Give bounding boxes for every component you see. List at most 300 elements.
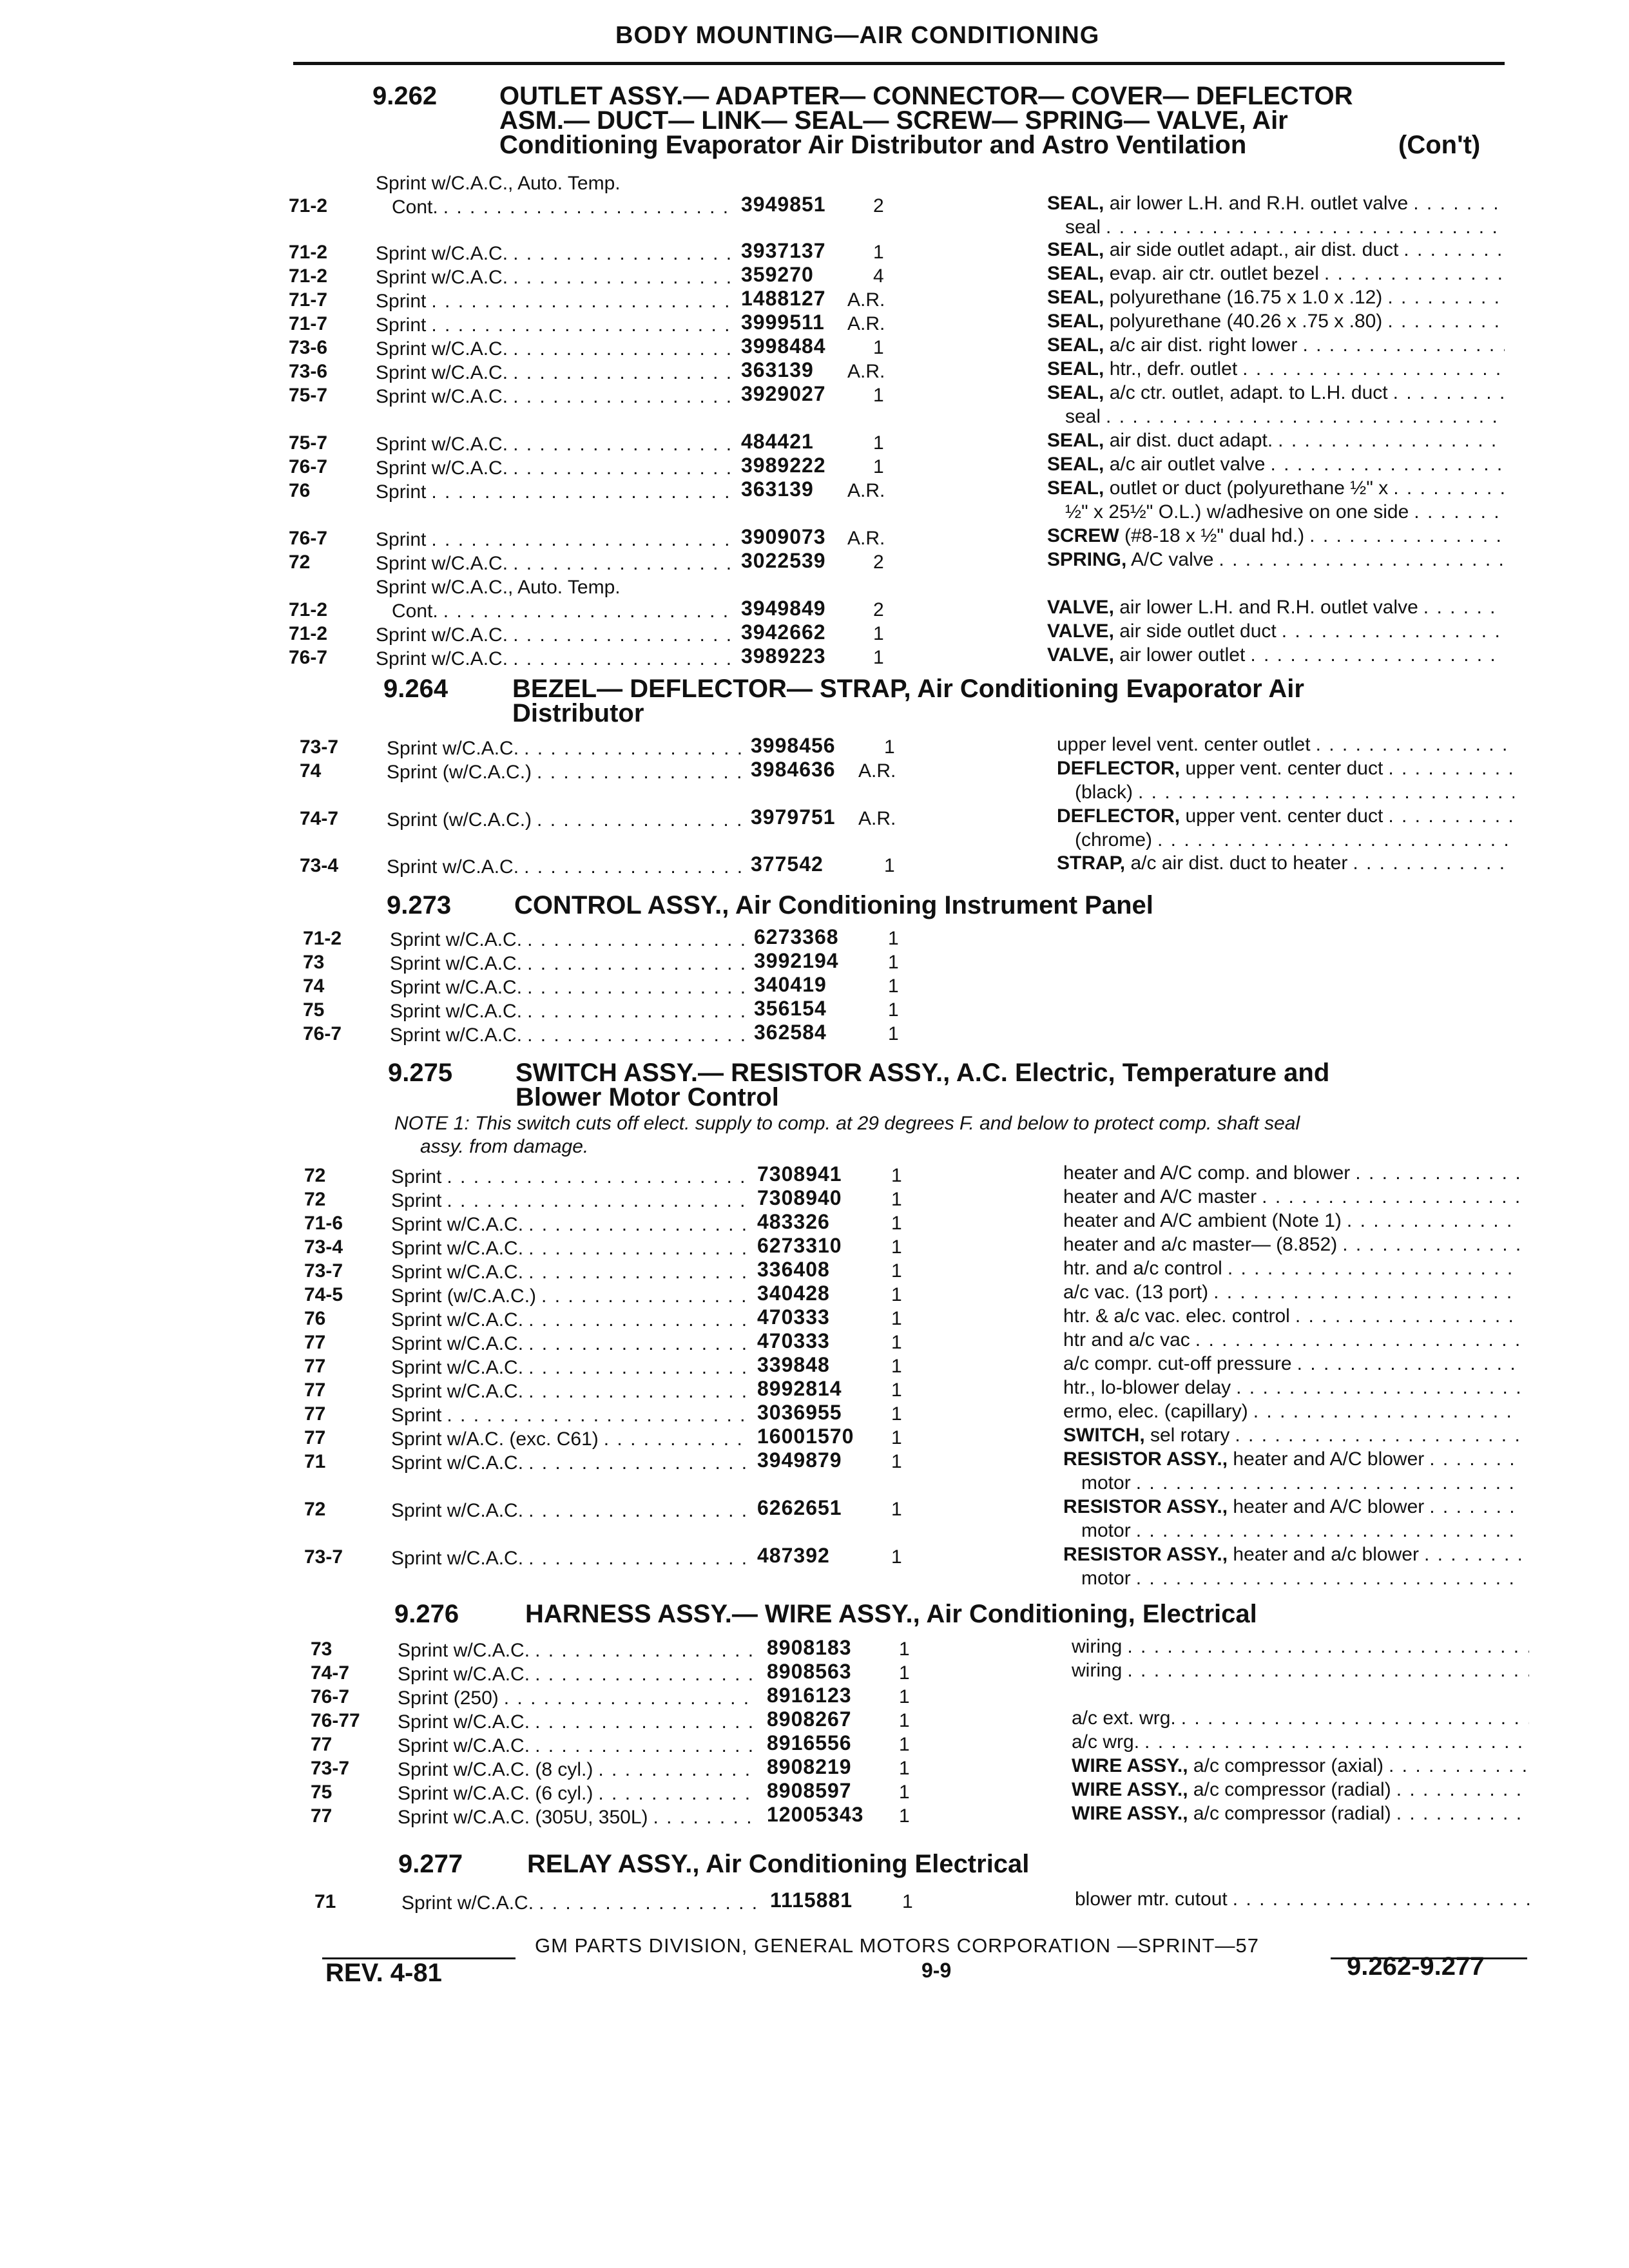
part-name-bold: SEAL,	[1047, 454, 1104, 475]
leader-dots	[1355, 1161, 1521, 1185]
model-year: 76-77	[311, 1710, 360, 1731]
part-name-text	[1063, 1542, 1419, 1566]
vehicle-description-line	[376, 432, 731, 456]
part-name	[1063, 1423, 1521, 1447]
model-year: 74-5	[304, 1284, 343, 1305]
vehicle-description-line	[376, 528, 731, 552]
part-number: 3949849	[741, 597, 826, 620]
vehicle-description-line	[391, 1165, 747, 1189]
leader-dots	[1347, 1209, 1521, 1233]
part-name	[1047, 619, 1505, 643]
leader-dots	[1262, 1185, 1521, 1209]
model-year: 75-7	[289, 432, 328, 454]
part-name-bold: WIRE ASSY.,	[1072, 1803, 1188, 1824]
vehicle-description-text: Sprint w/C.A.C.	[391, 1262, 524, 1283]
leader-dots	[1127, 1635, 1529, 1658]
part-number: 3989223	[741, 644, 826, 668]
quantity: 1	[891, 1308, 902, 1329]
part-name	[1047, 381, 1505, 428]
part-name	[1063, 1399, 1521, 1423]
part-name-line	[1072, 1730, 1529, 1754]
vehicle-description-line	[376, 385, 731, 408]
leader-dots	[653, 1805, 758, 1829]
vehicle-description	[391, 1236, 747, 1260]
vehicle-description	[387, 736, 741, 760]
part-name	[1072, 1706, 1529, 1730]
part-name-bold: SEAL,	[1047, 358, 1104, 380]
part-name-text	[1047, 524, 1304, 548]
part-name-rest: motor	[1081, 1472, 1131, 1494]
quantity: 1	[891, 1284, 902, 1305]
vehicle-description	[376, 385, 731, 408]
part-name-line	[1057, 851, 1514, 875]
vehicle-description-line	[398, 1710, 757, 1734]
vehicle-description-line	[398, 1805, 757, 1829]
vehicle-description	[391, 1189, 747, 1213]
part-number: 3989222	[741, 454, 826, 477]
part-number: 7308941	[757, 1162, 842, 1186]
part-name-line	[1063, 1185, 1521, 1209]
part-name-bold: RESISTOR ASSY.,	[1063, 1544, 1228, 1565]
part-name-rest: air side outlet duct	[1113, 620, 1277, 642]
vehicle-description-line	[376, 289, 731, 313]
part-name-rest: a/c wrg.	[1072, 1731, 1140, 1753]
leader-dots	[1297, 1352, 1521, 1376]
table-row	[0, 1805, 1629, 1853]
part-name-text	[1063, 1233, 1337, 1256]
part-number: 12005343	[767, 1803, 864, 1826]
vehicle-description-line	[376, 456, 731, 480]
leader-dots	[535, 1734, 757, 1758]
vehicle-description-text: Sprint w/C.A.C.	[376, 434, 508, 455]
part-name-rest: heater and A/C comp. and blower	[1063, 1162, 1351, 1184]
part-name-line	[1072, 1754, 1529, 1778]
section-title-line: ASM.— DUCT— LINK— SEAL— SCREW— SPRING— VALVE, Air	[499, 106, 1288, 135]
part-name-bold: SEAL,	[1047, 430, 1104, 451]
leader-dots	[528, 1546, 747, 1570]
part-name-bold: SEAL,	[1047, 287, 1104, 308]
quantity: A.R.	[847, 361, 885, 382]
part-name	[1063, 1280, 1521, 1304]
part-name-text	[1047, 262, 1319, 285]
part-name-rest: heater and A/C blower	[1228, 1496, 1425, 1517]
leader-dots	[1136, 1519, 1521, 1542]
section-title	[525, 1602, 1257, 1626]
vehicle-description-line	[376, 599, 731, 623]
model-year: 74	[303, 975, 325, 997]
leader-dots	[1309, 524, 1505, 548]
part-name-bold: STRAP,	[1057, 852, 1126, 874]
leader-dots	[1389, 1754, 1529, 1778]
leader-dots	[528, 1451, 747, 1475]
part-name-rest: htr., defr. outlet	[1104, 358, 1238, 380]
vehicle-description	[376, 623, 731, 647]
leader-dots	[1423, 595, 1505, 619]
leader-dots	[1387, 285, 1505, 309]
leader-dots	[604, 1427, 747, 1451]
vehicle-description	[390, 928, 744, 952]
vehicle-description-line	[391, 1213, 747, 1236]
part-name-rest: htr. & a/c vac. elec. control	[1063, 1305, 1290, 1327]
part-name-text	[1047, 595, 1418, 619]
vehicle-description-text: Sprint w/C.A.C.	[390, 1001, 523, 1022]
part-name-text	[1063, 1423, 1229, 1447]
vehicle-description-line	[391, 1451, 747, 1475]
vehicle-description-text: Sprint w/C.A.C. (305U, 350L)	[398, 1807, 648, 1828]
model-year: 76	[304, 1308, 326, 1329]
part-name-rest: air lower L.H. and R.H. outlet valve	[1104, 193, 1409, 214]
vehicle-description-line	[376, 647, 731, 671]
section-continued: (Con't)	[1398, 131, 1481, 159]
table-row	[0, 1448, 1629, 1499]
part-name-line	[1057, 804, 1514, 828]
section-title	[516, 1061, 1329, 1110]
quantity: A.R.	[847, 289, 885, 311]
vehicle-description	[390, 1023, 744, 1047]
section-title-line: RELAY ASSY., Air Conditioning Electrical	[527, 1850, 1030, 1878]
part-name-text	[1047, 381, 1388, 405]
vehicle-description-text: Sprint w/C.A.C.	[391, 1548, 524, 1569]
part-name	[1063, 1328, 1521, 1352]
quantity: 1	[873, 647, 884, 668]
vehicle-description-text: Sprint w/C.A.C.	[390, 929, 523, 950]
part-name	[1075, 1887, 1532, 1911]
part-name-bold: VALVE,	[1047, 620, 1114, 642]
part-number: 363139	[741, 477, 814, 501]
part-name-rest: polyurethane (40.26 x .75 x .80)	[1104, 311, 1383, 332]
part-name-line	[1047, 428, 1505, 452]
part-name-line	[1047, 309, 1505, 333]
model-year: 76-7	[311, 1686, 350, 1707]
part-name-line	[1047, 619, 1505, 643]
quantity: A.R.	[847, 313, 885, 334]
quantity: A.R.	[847, 528, 885, 549]
part-name-rest: motor	[1081, 1568, 1131, 1589]
leader-dots	[535, 1639, 757, 1662]
vehicle-description	[398, 1639, 757, 1662]
part-number: 3949879	[757, 1448, 842, 1472]
leader-dots	[1388, 756, 1514, 780]
leader-dots	[447, 1189, 747, 1213]
vehicle-description-line	[390, 975, 744, 999]
part-name	[1047, 595, 1505, 619]
model-year: 75-7	[289, 385, 328, 406]
footer-rev: REV. 4-81	[325, 1959, 442, 1987]
part-name-line	[1063, 1328, 1521, 1352]
part-number: 470333	[757, 1329, 830, 1352]
quantity: 1	[873, 623, 884, 644]
vehicle-description	[387, 855, 741, 879]
vehicle-description-text: Sprint	[391, 1405, 442, 1426]
vehicle-description-line	[391, 1403, 747, 1427]
vehicle-description	[376, 647, 731, 671]
part-name	[1063, 1304, 1521, 1328]
leader-dots	[431, 528, 731, 552]
part-name-line	[1063, 1471, 1521, 1495]
vehicle-description-text: Sprint w/C.A.C.	[376, 624, 508, 646]
vehicle-description	[391, 1403, 747, 1427]
part-name-rest: blower mtr. cutout	[1075, 1888, 1228, 1910]
part-number: 1488127	[741, 287, 826, 310]
part-number: 3929027	[741, 382, 826, 405]
part-number: 8908563	[767, 1660, 852, 1683]
part-name	[1047, 262, 1505, 285]
leader-dots	[513, 647, 731, 671]
leader-dots	[447, 1165, 747, 1189]
part-number: 3909073	[741, 525, 826, 548]
vehicle-description	[376, 265, 731, 289]
leader-dots	[1270, 452, 1505, 476]
part-name-rest: a/c compressor (radial)	[1188, 1779, 1391, 1800]
vehicle-description	[391, 1260, 747, 1284]
vehicle-description-line	[376, 171, 731, 195]
part-name-line	[1047, 524, 1505, 548]
vehicle-description	[376, 313, 731, 337]
part-name	[1063, 1495, 1521, 1542]
model-year: 77	[304, 1356, 326, 1377]
vehicle-description-line	[376, 313, 731, 337]
vehicle-description-line	[390, 952, 744, 975]
part-number: 6273368	[754, 925, 839, 948]
part-name	[1057, 851, 1514, 875]
model-year: 76-7	[289, 528, 328, 549]
vehicle-description-line	[401, 1891, 760, 1915]
leader-dots	[598, 1758, 757, 1782]
part-name-text	[1072, 1706, 1176, 1730]
part-number: 8916556	[767, 1731, 852, 1754]
vehicle-description-text: Sprint w/C.A.C.	[391, 1238, 524, 1259]
part-name-line	[1063, 1542, 1521, 1566]
part-name	[1047, 333, 1505, 357]
vehicle-description-line	[391, 1189, 747, 1213]
vehicle-description-line	[387, 760, 741, 784]
vehicle-description-text: Sprint w/C.A.C.	[376, 338, 508, 360]
part-name-rest: heater and A/C master	[1063, 1186, 1257, 1207]
model-year: 71-2	[289, 242, 328, 263]
section-number: 9.275	[388, 1059, 453, 1087]
part-name-line	[1047, 333, 1505, 357]
model-year: 77	[304, 1427, 326, 1448]
leader-dots	[1250, 643, 1505, 667]
vehicle-description	[398, 1758, 757, 1782]
leader-dots	[1429, 1447, 1521, 1471]
part-name-text	[1047, 357, 1237, 381]
note-line: NOTE 1: This switch cuts off elect. supply to comp. at 29 degrees F. and below to protect comp. shaft seal	[394, 1113, 1300, 1134]
quantity: 1	[884, 855, 895, 876]
vehicle-description-line	[391, 1427, 747, 1451]
part-name-text	[1072, 1778, 1391, 1802]
quantity: 1	[888, 975, 899, 997]
quantity: A.R.	[858, 760, 896, 782]
part-name-rest: upper vent. center duct	[1180, 805, 1383, 827]
model-year: 74-7	[311, 1662, 350, 1684]
part-name-text	[1047, 476, 1388, 500]
vehicle-description	[376, 337, 731, 361]
leader-dots	[1413, 191, 1505, 215]
part-name-rest: a/c air outlet valve	[1104, 454, 1266, 475]
quantity: 2	[873, 599, 884, 620]
quantity: 1	[888, 999, 899, 1021]
leader-dots	[1253, 1399, 1521, 1423]
quantity: 1	[891, 1356, 902, 1377]
part-name-text	[1057, 851, 1347, 875]
part-name-line	[1047, 191, 1505, 215]
leader-dots	[1342, 1233, 1521, 1256]
part-number: 362584	[754, 1021, 827, 1044]
part-name-bold: DEFLECTOR,	[1057, 805, 1181, 827]
model-year: 73-4	[300, 855, 339, 876]
model-year: 77	[304, 1332, 326, 1353]
model-year: 74	[300, 760, 322, 782]
part-name-text	[1075, 1887, 1228, 1911]
quantity: 1	[891, 1165, 902, 1186]
quantity: 1	[873, 337, 884, 358]
quantity: 4	[873, 265, 884, 287]
model-year: 71-2	[289, 195, 328, 216]
model-year: 72	[289, 552, 311, 573]
vehicle-description-text: Sprint w/C.A.C.	[387, 856, 519, 878]
leader-dots	[1429, 1495, 1521, 1519]
part-name-text	[1065, 215, 1101, 239]
part-name-line	[1063, 1495, 1521, 1519]
part-number: 340419	[754, 973, 827, 996]
leader-dots	[528, 1379, 747, 1403]
part-name-bold: SEAL,	[1047, 334, 1104, 356]
part-number: 3949851	[741, 193, 826, 216]
model-year: 73-6	[289, 337, 328, 358]
vehicle-description-text: Sprint w/C.A.C.	[391, 1333, 524, 1354]
part-number: 8908219	[767, 1755, 852, 1778]
model-year: 76-7	[289, 647, 328, 668]
vehicle-description-line	[398, 1639, 757, 1662]
part-name	[1063, 1376, 1521, 1399]
part-number: 6273310	[757, 1234, 842, 1257]
vehicle-description-line	[376, 552, 731, 575]
leader-dots	[1414, 500, 1505, 524]
model-year: 73-7	[304, 1546, 343, 1568]
model-year: 73	[311, 1639, 333, 1660]
leader-dots	[537, 760, 741, 784]
part-name-line	[1057, 828, 1514, 852]
model-year: 71-2	[303, 928, 342, 949]
footer-corp: GM PARTS DIVISION, GENERAL MOTORS CORPORATION —SPRINT—57	[535, 1934, 1259, 1957]
part-name-text	[1047, 309, 1382, 333]
table-row	[0, 382, 1629, 432]
vehicle-description-line	[391, 1332, 747, 1356]
vehicle-description-line	[390, 1023, 744, 1047]
part-name	[1063, 1233, 1521, 1256]
leader-dots	[513, 552, 731, 575]
vehicle-description-line	[376, 242, 731, 265]
vehicle-description-text: Sprint w/C.A.C.	[391, 1381, 524, 1402]
part-name-rest: heater and a/c master— (8.852)	[1063, 1234, 1338, 1255]
leader-dots	[528, 1236, 747, 1260]
part-name-rest: ½" x 25½" O.L.) w/adhesive on one side	[1065, 501, 1409, 523]
part-name-text	[1047, 428, 1273, 452]
part-name-line	[1063, 1233, 1521, 1256]
part-name-text	[1047, 238, 1398, 262]
model-year: 73-7	[311, 1758, 350, 1779]
part-name-rest: evap. air ctr. outlet bezel	[1104, 263, 1319, 284]
part-name-line	[1047, 405, 1505, 428]
leader-dots	[539, 1891, 760, 1915]
footer-page-number: 9-9	[921, 1959, 952, 1982]
model-year: 73-6	[289, 361, 328, 382]
part-name-rest: wiring	[1072, 1636, 1123, 1657]
leader-dots	[527, 928, 744, 952]
quantity: 1	[891, 1379, 902, 1401]
part-name-line	[1047, 285, 1505, 309]
vehicle-description-line	[376, 623, 731, 647]
leader-dots	[431, 289, 731, 313]
part-number: 8992814	[757, 1377, 842, 1400]
model-year: 71-2	[289, 265, 328, 287]
part-name-line	[1057, 780, 1514, 804]
part-name-rest: heater and A/C ambient (Note 1)	[1063, 1210, 1342, 1231]
part-name-text	[1063, 1185, 1257, 1209]
part-name-rest: wiring	[1072, 1660, 1123, 1681]
leader-dots	[1353, 851, 1514, 875]
part-name-line	[1063, 1209, 1521, 1233]
part-name-line	[1047, 262, 1505, 285]
quantity: 1	[873, 456, 884, 477]
part-name-text	[1072, 1658, 1122, 1682]
leader-dots	[524, 736, 741, 760]
vehicle-description	[391, 1451, 747, 1475]
model-year: 71-2	[289, 599, 328, 620]
part-name-rest: A/C valve	[1126, 549, 1214, 570]
part-name	[1047, 476, 1505, 524]
part-name-line	[1063, 1519, 1521, 1542]
vehicle-description-line	[376, 337, 731, 361]
part-number: 16001570	[757, 1425, 854, 1448]
vehicle-description-text: Sprint	[391, 1190, 442, 1211]
part-name-line	[1047, 381, 1505, 405]
vehicle-description-text: Sprint w/C.A.C.	[390, 977, 523, 998]
model-year: 76-7	[289, 456, 328, 477]
part-name-rest: a/c compressor (axial)	[1188, 1755, 1384, 1776]
table-row	[0, 171, 1629, 238]
vehicle-description-line	[387, 736, 741, 760]
part-number: 3999511	[741, 311, 825, 334]
vehicle-description-text: Sprint w/C.A.C.	[398, 1735, 530, 1756]
leader-dots	[537, 808, 741, 832]
part-name-line	[1063, 1280, 1521, 1304]
table-row	[0, 805, 1629, 856]
section-title	[499, 84, 1353, 157]
vehicle-description	[391, 1332, 747, 1356]
vehicle-description	[391, 1308, 747, 1332]
quantity: 1	[873, 385, 884, 406]
leader-dots	[598, 1782, 757, 1805]
part-number: 3979751	[751, 805, 836, 829]
part-name-line	[1047, 500, 1505, 524]
quantity: 1	[891, 1427, 902, 1448]
quantity: 1	[899, 1639, 910, 1660]
vehicle-description-text: Sprint	[376, 291, 427, 312]
part-name-text	[1047, 452, 1265, 476]
footer-range: 9.262-9.277	[1347, 1952, 1485, 1981]
part-number: 377542	[751, 852, 824, 876]
leader-dots	[1282, 619, 1505, 643]
model-year: 77	[311, 1805, 333, 1827]
part-number: 484421	[741, 430, 814, 453]
part-number: 359270	[741, 263, 814, 286]
vehicle-description-text: Sprint w/C.A.C.	[398, 1640, 530, 1661]
vehicle-description-line	[387, 855, 741, 879]
leader-dots	[447, 1403, 747, 1427]
part-name-text	[1063, 1352, 1292, 1376]
